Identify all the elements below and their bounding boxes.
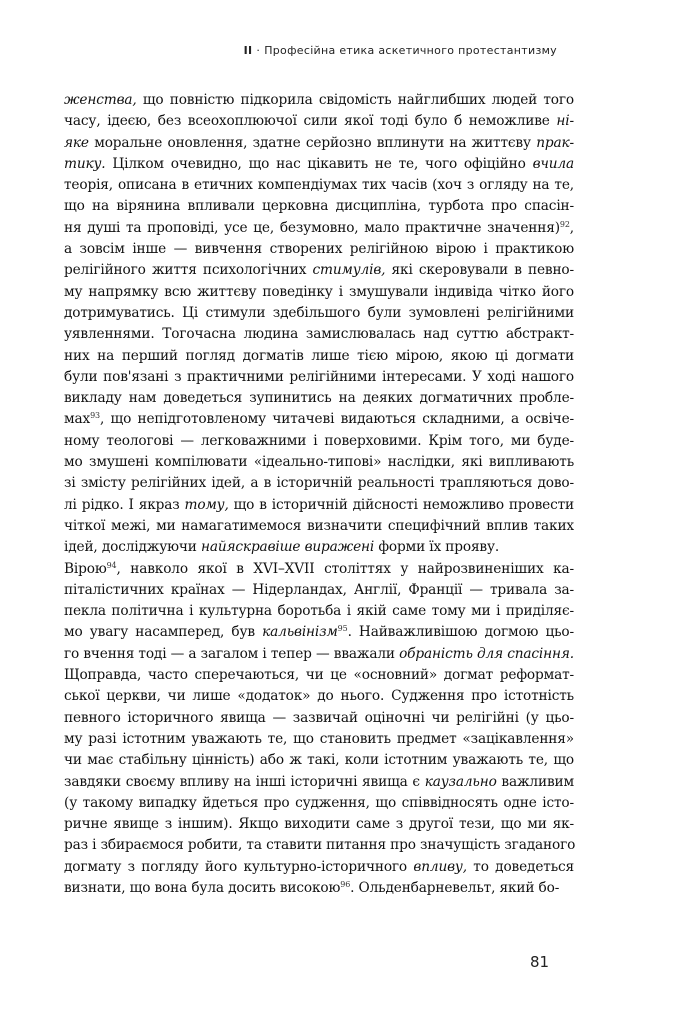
text-run: них на перший погляд догматів лише тією мірою, якою ці догмати — [64, 347, 574, 364]
emphasis-text: тому, — [184, 496, 229, 513]
text-line — [64, 814, 574, 835]
text-run: що повністю підкорила свідомість найглибших людей того — [136, 92, 574, 108]
emphasis-text: кальвінізм — [262, 624, 338, 641]
text-line — [64, 772, 574, 793]
text-run: моральне оновлення, здатне серйозно вплинути на життєву — [88, 134, 537, 151]
text-run: мах — [64, 411, 91, 428]
emphasis-text: яке — [64, 134, 89, 151]
text-line — [64, 729, 574, 750]
text-run: , навколо якої в XVI–XVII століттях у найрозвиненіших ка- — [116, 560, 574, 577]
text-run: му напрямку всю життєву поведінку і змушували індивіда чітко його — [64, 283, 574, 300]
text-run: уявленнями. Тогочасна людина замислювалась над суттю абстракт- — [64, 326, 574, 343]
footnote-ref: 92 — [559, 219, 570, 229]
text-run: завдяки своєму впливу на інші історичні явища є — [64, 773, 425, 790]
text-run: зі змісту релігійних ідей, а в історичній реальності трапляються дово- — [64, 475, 574, 492]
text-line — [64, 239, 574, 260]
page-number: 81 — [530, 953, 550, 971]
text-run: го вчення тоді — а загалом і тепер — вважали — [64, 645, 400, 662]
body-text — [64, 90, 574, 899]
text-line — [64, 303, 574, 324]
text-line — [64, 473, 574, 494]
emphasis-text: тику. — [64, 155, 106, 172]
text-line — [64, 409, 574, 430]
running-head — [244, 44, 557, 57]
footnote-ref: 96 — [340, 879, 351, 889]
text-line — [64, 878, 574, 899]
text-line — [64, 154, 574, 175]
text-run: що на вірянина впливали церковна дисципліна, турбота про спасін- — [64, 198, 574, 215]
text-run: . Найважливішою догмою цьо- — [347, 624, 574, 641]
text-line — [64, 388, 574, 409]
text-run: , що непідготовленому читачеві видаються складними, а освіче- — [99, 411, 574, 428]
footnote-ref: 95 — [337, 624, 348, 634]
text-run: ному теологові — легковажними і поверховими. Крім того, ми буде- — [64, 432, 574, 449]
text-run: ідей, досліджуючи — [64, 539, 201, 556]
chapter-number: II — [243, 44, 253, 57]
chapter-title: Професійна етика аскетичного протестантизму — [264, 44, 557, 57]
text-run: які скеровували в певно- — [385, 262, 574, 279]
text-run: важливим — [496, 773, 574, 790]
text-line — [64, 601, 574, 622]
text-run: були пов'язані з практичними релігійними інтересами. У ході нашого — [64, 368, 574, 385]
text-line — [64, 133, 574, 154]
emphasis-text: женства, — [64, 92, 137, 108]
text-run: Цілком очевидно, що нас цікавить не те, чого офіційно — [105, 155, 533, 172]
text-line — [64, 218, 574, 239]
emphasis-text: каузально — [424, 773, 497, 790]
text-line — [64, 708, 574, 729]
text-line — [64, 495, 574, 516]
text-line — [64, 516, 574, 537]
text-run: ня душі та проповіді, усе це, безумовно, мало практичне значення) — [64, 219, 560, 236]
text-line — [64, 452, 574, 473]
text-line — [64, 346, 574, 367]
text-line — [64, 196, 574, 217]
text-run: Щоправда, часто сперечаються, чи це «основний» догмат реформат- — [64, 667, 574, 684]
text-run: Вірою — [64, 560, 107, 577]
emphasis-text: вчила — [532, 155, 574, 172]
text-run: чіткої межі, ми намагатимемося визначити специфічний вплив таких — [64, 517, 574, 534]
text-line — [64, 857, 574, 878]
emphasis-text: ні- — [556, 113, 574, 130]
text-run: чи має стабільну цінність) або ж такі, коли істотним уважають те, що — [64, 752, 574, 769]
text-run: раз і збираємося робити, та ставити питання про значущість згаданого — [64, 837, 576, 854]
text-run: . Ольденбарневельт, який бо- — [350, 879, 560, 896]
text-run: ричне явище з іншим). Якщо виходити саме з другої тези, що ми як- — [64, 816, 574, 833]
text-line — [64, 431, 574, 452]
emphasis-text: впливу, — [413, 858, 467, 875]
text-run: му разі істотним уважають те, що становить предмет «зацікавлення» — [64, 730, 574, 747]
text-run: форми їх прояву. — [374, 539, 500, 556]
text-line — [64, 282, 574, 303]
emphasis-text: прак- — [536, 134, 574, 151]
footnote-ref: 94 — [106, 560, 117, 570]
text-line — [64, 367, 574, 388]
text-line — [64, 260, 574, 281]
emphasis-text: стимулів, — [312, 262, 386, 279]
emphasis-text: найяскравіше виражені — [200, 539, 375, 556]
text-run: лі рідко. І якраз — [64, 496, 185, 513]
text-run: (у такому випадку йдеться про судження, що співвідносять одне істо- — [64, 794, 574, 811]
text-line — [64, 559, 574, 580]
text-run: а зовсім інше — вивчення створених релігійною вірою і практикою — [64, 241, 574, 258]
text-line — [64, 324, 574, 345]
text-line — [64, 622, 574, 643]
footnote-ref: 93 — [90, 411, 100, 421]
text-line — [64, 537, 574, 558]
emphasis-text: обраність для спасіння. — [399, 645, 574, 662]
text-run: пекла політична і культурна боротьба і якій саме тому ми і приділяє- — [64, 603, 574, 620]
text-run: часу, ідеєю, без всеохоплюючої сили якої тоді було б неможливе — [64, 113, 557, 130]
text-line — [64, 175, 574, 196]
text-line — [64, 686, 574, 707]
text-run: визнати, що вона була досить високою — [64, 879, 341, 896]
text-run: викладу нам доведеться зупинитись на деяких догматичних пробле- — [64, 390, 574, 407]
text-run: мо увагу насамперед, був — [64, 624, 263, 641]
text-line — [64, 580, 574, 601]
text-run: ської церкви, чи лише «додаток» до нього. Судження про істотність — [64, 688, 574, 705]
text-run: що в історичній дійсності неможливо провести — [228, 496, 574, 513]
text-run: догмату з погляду його культурно-історичного — [64, 858, 414, 875]
text-run: то доведеться — [466, 858, 574, 875]
text-run: дотримуватись. Ці стимули здебільшого були зумовлені релігійними — [64, 304, 574, 321]
text-line — [64, 111, 574, 132]
text-line — [64, 750, 574, 771]
text-line — [64, 835, 574, 856]
text-line — [64, 644, 574, 665]
text-run: , — [569, 219, 574, 236]
text-line — [64, 665, 574, 686]
text-run: піталістичних країнах — Нідерландах, Англії, Франції — тривала за- — [64, 581, 574, 598]
text-run: теорія, описана в етичних компендіумах тих часів (хоч з огляду на те, — [64, 177, 574, 194]
text-run: релігійного життя психологічних — [64, 262, 313, 279]
header-separator: · — [256, 44, 261, 57]
text-line — [64, 90, 574, 111]
text-run: мо змушені компілювати «ідеально-типові» наслідки, які випливають — [64, 454, 574, 471]
text-line — [64, 793, 574, 814]
text-run: певного історичного явища — зазвичай оціночні чи релігійні (у цьо- — [64, 709, 574, 726]
